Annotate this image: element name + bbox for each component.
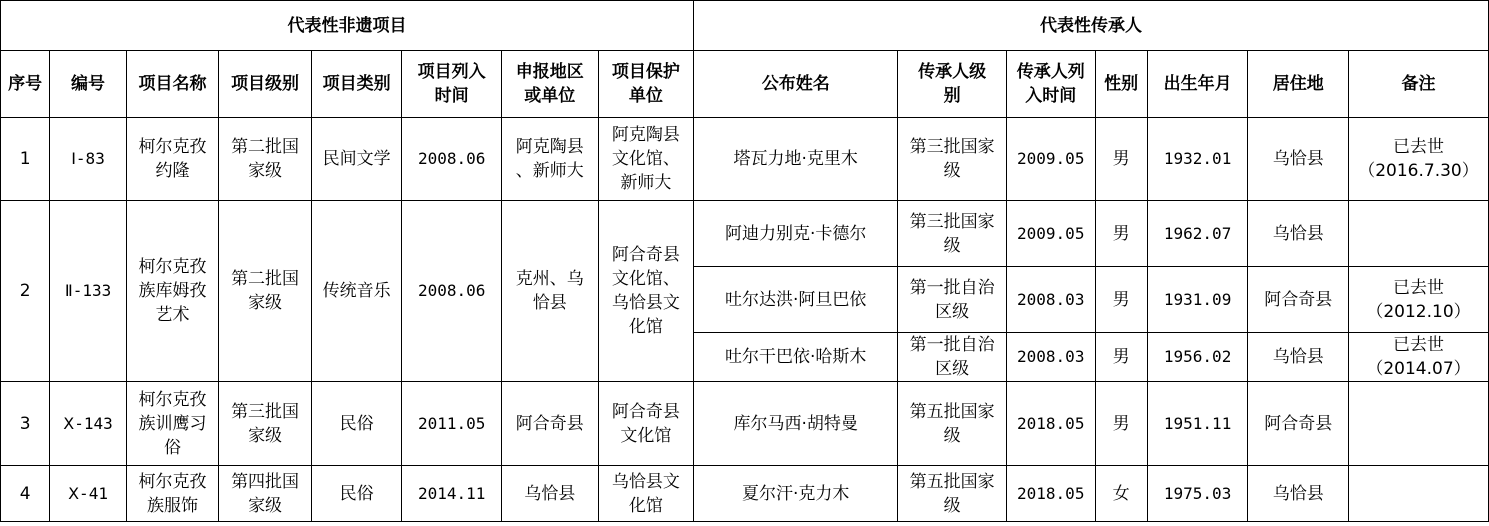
cell-note: 已去世 （2016.7.30）: [1349, 118, 1489, 201]
cell-gender: 男: [1095, 382, 1147, 466]
cell-category: 传统音乐: [311, 201, 402, 382]
col-protector: 项目保护 单位: [598, 51, 694, 118]
cell-note: [1349, 201, 1489, 267]
cell-category: 民俗: [311, 466, 402, 522]
cell-person: 库尔马西·胡特曼: [694, 382, 898, 466]
cell-residence: 乌恰县: [1248, 466, 1349, 522]
cell-level: 第二批国 家级: [219, 118, 312, 201]
cell-residence: 乌恰县: [1248, 201, 1349, 267]
cell-seq: 4: [1, 466, 50, 522]
cell-person-listed: 2018.05: [1006, 382, 1095, 466]
cell-listed: 2008.06: [402, 118, 502, 201]
cell-level: 第三批国 家级: [219, 382, 312, 466]
cell-region: 阿合奇县: [501, 382, 598, 466]
cell-seq: 1: [1, 118, 50, 201]
col-person-level: 传承人级 别: [898, 51, 1007, 118]
cell-name: 柯尔克孜 族库姆孜 艺术: [126, 201, 219, 382]
col-listed: 项目列入 时间: [402, 51, 502, 118]
cell-level: 第二批国 家级: [219, 201, 312, 382]
cell-protector: 乌恰县文 化馆: [598, 466, 694, 522]
col-residence: 居住地: [1248, 51, 1349, 118]
cell-name: 柯尔克孜 约隆: [126, 118, 219, 201]
cell-person-level: 第三批国家 级: [898, 118, 1007, 201]
cell-person-level: 第五批国家 级: [898, 382, 1007, 466]
cell-code: Ⅰ-83: [50, 118, 126, 201]
cell-person-level: 第五批国家 级: [898, 466, 1007, 522]
col-code: 编号: [50, 51, 126, 118]
cell-birth: 1962.07: [1147, 201, 1248, 267]
column-header-row: [1, 51, 1489, 118]
cell-birth: 1951.11: [1147, 382, 1248, 466]
cell-protector: 阿合奇县 文化馆: [598, 382, 694, 466]
cell-person-level: 第三批国家 级: [898, 201, 1007, 267]
cell-category: 民俗: [311, 382, 402, 466]
cell-person: 夏尔汗·克力木: [694, 466, 898, 522]
cell-gender: 男: [1095, 118, 1147, 201]
cell-person-level: 第一批自治 区级: [898, 267, 1007, 333]
col-region: 申报地区 或单位: [501, 51, 598, 118]
cell-person: 吐尔达洪·阿旦巴依: [694, 267, 898, 333]
cell-person: 塔瓦力地·克里木: [694, 118, 898, 201]
col-name: 项目名称: [126, 51, 219, 118]
cell-person: 吐尔干巴依·哈斯木: [694, 333, 898, 382]
cell-person-listed: 2008.03: [1006, 333, 1095, 382]
cell-listed: 2008.06: [402, 201, 502, 382]
table-row: [1, 382, 1489, 466]
cell-note: 已去世 （2014.07）: [1349, 333, 1489, 382]
cell-seq: 2: [1, 201, 50, 382]
group-header-row: [1, 1, 1489, 51]
cell-residence: 乌恰县: [1248, 118, 1349, 201]
cell-gender: 女: [1095, 466, 1147, 522]
cell-residence: 乌恰县: [1248, 333, 1349, 382]
cell-gender: 男: [1095, 201, 1147, 267]
table-row: [1, 466, 1489, 522]
cell-residence: 阿合奇县: [1248, 267, 1349, 333]
cell-person-listed: 2008.03: [1006, 267, 1095, 333]
cell-listed: 2014.11: [402, 466, 502, 522]
cell-note: [1349, 466, 1489, 522]
cell-seq: 3: [1, 382, 50, 466]
cell-gender: 男: [1095, 333, 1147, 382]
cell-person-listed: 2018.05: [1006, 466, 1095, 522]
cell-note: [1349, 382, 1489, 466]
col-birth: 出生年月: [1147, 51, 1248, 118]
cell-person: 阿迪力别克·卡德尔: [694, 201, 898, 267]
cell-code: Ⅹ-41: [50, 466, 126, 522]
col-note: 备注: [1349, 51, 1489, 118]
cell-gender: 男: [1095, 267, 1147, 333]
cell-code: Ⅱ-133: [50, 201, 126, 382]
col-category: 项目类别: [311, 51, 402, 118]
cell-note: 已去世 （2012.10）: [1349, 267, 1489, 333]
cell-region: 克州、乌 恰县: [501, 201, 598, 382]
cell-level: 第四批国 家级: [219, 466, 312, 522]
col-level: 项目级别: [219, 51, 312, 118]
cell-birth: 1931.09: [1147, 267, 1248, 333]
cell-listed: 2011.05: [402, 382, 502, 466]
cell-code: Ⅹ-143: [50, 382, 126, 466]
cell-region: 乌恰县: [501, 466, 598, 522]
cell-birth: 1975.03: [1147, 466, 1248, 522]
cell-birth: 1956.02: [1147, 333, 1248, 382]
cell-person-level: 第一批自治 区级: [898, 333, 1007, 382]
col-gender: 性别: [1095, 51, 1147, 118]
cell-protector: 阿合奇县 文化馆、 乌恰县文 化馆: [598, 201, 694, 382]
cell-residence: 阿合奇县: [1248, 382, 1349, 466]
cell-birth: 1932.01: [1147, 118, 1248, 201]
cell-protector: 阿克陶县 文化馆、 新师大: [598, 118, 694, 201]
cell-category: 民间文学: [311, 118, 402, 201]
col-seq: 序号: [1, 51, 50, 118]
cell-person-listed: 2009.05: [1006, 118, 1095, 201]
table-row: [1, 201, 1489, 267]
group-inheritors-title: 代表性传承人: [694, 1, 1489, 51]
group-items-title: 代表性非遗项目: [1, 1, 694, 51]
cell-name: 柯尔克孜 族训鹰习 俗: [126, 382, 219, 466]
col-person-listed: 传承人列 入时间: [1006, 51, 1095, 118]
col-person: 公布姓名: [694, 51, 898, 118]
cell-region: 阿克陶县 、新师大: [501, 118, 598, 201]
cell-name: 柯尔克孜 族服饰: [126, 466, 219, 522]
table-row: [1, 118, 1489, 201]
cell-person-listed: 2009.05: [1006, 201, 1095, 267]
